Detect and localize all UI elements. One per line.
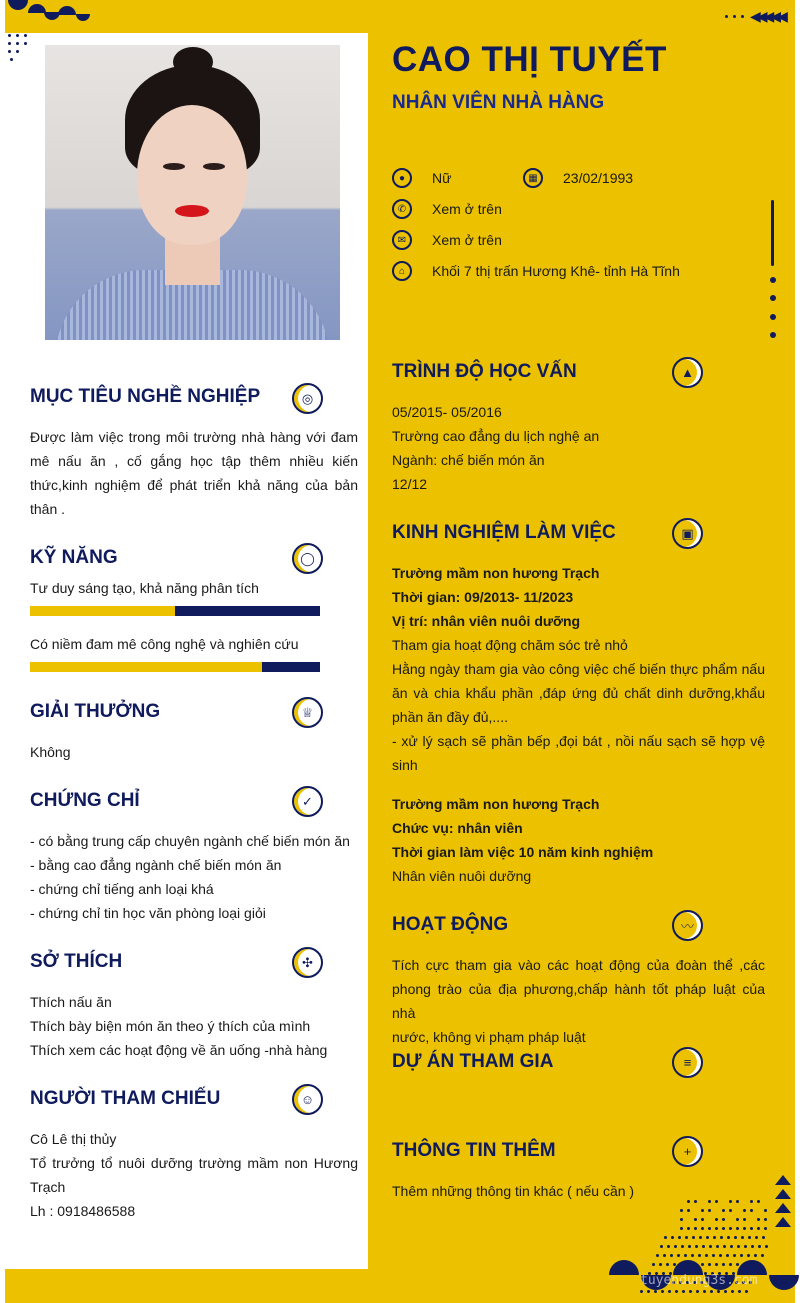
- dot-decoration: [726, 1254, 729, 1257]
- objective-line: thức,kinh nghiệm để phát triển khả năng của bản: [30, 477, 358, 493]
- dot-decoration: [722, 1218, 725, 1221]
- certificate-item: - chứng chỉ tiếng anh loại khá: [30, 881, 214, 897]
- dot-decoration: [677, 1254, 680, 1257]
- dot-decoration: [701, 1209, 704, 1212]
- dot-decoration: [757, 1263, 760, 1266]
- dot-decoration: [684, 1254, 687, 1257]
- job-period: Thời gian làm việc 10 năm kinh nghiệm: [392, 844, 654, 860]
- job-description-line: - xử lý sạch sẽ phần bếp ,đọi bát , nồi nấu sạch sẽ hợp vệ: [392, 733, 765, 749]
- dot-decoration: [701, 1227, 704, 1230]
- awards-text: Không: [30, 744, 71, 760]
- home-icon: ⌂: [392, 261, 412, 281]
- dot-decoration: [689, 1290, 692, 1293]
- dot-decoration: [770, 295, 776, 301]
- dot-decoration: [715, 1227, 718, 1230]
- dot-decoration: [709, 1245, 712, 1248]
- projects-heading: DỰ ÁN THAM GIA: [392, 1051, 554, 1072]
- dot-decoration: [743, 1218, 746, 1221]
- dot-decoration: [770, 332, 776, 338]
- dot-decoration: [736, 1218, 739, 1221]
- dot-decoration: [745, 1290, 748, 1293]
- awards-heading: GIẢI THƯỞNG: [30, 701, 161, 722]
- activities-text: [392, 953, 765, 1049]
- dot-decoration: [673, 1263, 676, 1266]
- mail-icon: ✉: [392, 230, 412, 250]
- references-text: [30, 1127, 358, 1223]
- dot-decoration: [692, 1236, 695, 1239]
- references-heading: NGƯỜI THAM CHIẾU: [30, 1088, 221, 1109]
- activities-heading: HOẠT ĐỘNG: [392, 914, 509, 935]
- dot-decoration: [757, 1218, 760, 1221]
- dot-decoration: [664, 1236, 667, 1239]
- hobby-item: Thích nấu ăn: [30, 994, 112, 1010]
- dot-decoration: [730, 1245, 733, 1248]
- dot-decoration: [729, 1200, 732, 1203]
- job-description-line: phần ăn đầy đủ,....: [392, 709, 508, 725]
- dot-decoration: [715, 1200, 718, 1203]
- skill-bar-fill: [30, 606, 175, 616]
- job-description-line: Nhân viên nuôi dưỡng: [392, 868, 532, 884]
- dot-decoration: [757, 1227, 760, 1230]
- dot-decoration: [675, 1290, 678, 1293]
- education-line: 05/2015- 05/2016: [392, 404, 502, 420]
- graduation-cap-icon: ▲: [672, 357, 703, 388]
- skill-label: Có niềm đam mê công nghệ và nghiên cứu: [30, 636, 299, 652]
- dot-decoration: [674, 1245, 677, 1248]
- certificate-item: - bằng cao đẳng ngành chế biến món ăn: [30, 857, 282, 873]
- badge-icon: ✓: [292, 786, 323, 817]
- dot-decoration: [687, 1227, 690, 1230]
- dot-decoration: [765, 1245, 768, 1248]
- dot-decoration: [680, 1218, 683, 1221]
- dot-decoration: [702, 1245, 705, 1248]
- dot-decoration: [666, 1263, 669, 1266]
- dot-decoration: [724, 1290, 727, 1293]
- hobby-item: Thích xem các hoạt động về ăn uống -nhà hàng: [30, 1042, 328, 1058]
- dot-decoration: [661, 1290, 664, 1293]
- certificates-heading: CHỨNG CHỈ: [30, 790, 140, 811]
- dot-decoration: [729, 1227, 732, 1230]
- dot-decoration: [663, 1254, 666, 1257]
- dot-decoration: [708, 1263, 711, 1266]
- activity-line: nước, không vi phạm pháp luật: [392, 1029, 586, 1045]
- dot-decoration: [750, 1209, 753, 1212]
- dot-decoration: [670, 1254, 673, 1257]
- dot-decoration: [722, 1227, 725, 1230]
- experience-heading: KINH NGHIỆM LÀM VIỆC: [392, 522, 616, 543]
- dot-decoration: [729, 1263, 732, 1266]
- dot-decoration: [706, 1236, 709, 1239]
- dot-decoration: [737, 1245, 740, 1248]
- address-row: [392, 261, 680, 281]
- dot-decoration: [741, 1236, 744, 1239]
- education-text: [392, 400, 599, 496]
- objective-heading: MỤC TIÊU NGHỀ NGHIỆP: [30, 386, 261, 407]
- dot-decoration: [748, 1236, 751, 1239]
- education-heading: TRÌNH ĐỘ HỌC VẤN: [392, 361, 577, 382]
- reference-line: Cô Lê thị thủy: [30, 1131, 117, 1147]
- reference-line: Lh : 0918486588: [30, 1203, 136, 1219]
- dot-decoration: [770, 314, 776, 320]
- dot-decoration: [733, 1254, 736, 1257]
- dot-decoration: [691, 1254, 694, 1257]
- dot-decoration: [680, 1227, 683, 1230]
- dot-decoration: [751, 1245, 754, 1248]
- dot-decoration: [738, 1290, 741, 1293]
- dot-decoration: [713, 1236, 716, 1239]
- pulse-icon: 〰: [672, 910, 703, 941]
- dot-decoration: [757, 1200, 760, 1203]
- dot-decoration: [736, 1227, 739, 1230]
- dot-decoration: [687, 1263, 690, 1266]
- dot-decoration: [754, 1254, 757, 1257]
- dot-decoration: [656, 1254, 659, 1257]
- experience-job-1: [392, 561, 765, 777]
- birthdate-value: 23/02/1993: [563, 170, 634, 186]
- dot-decoration: [682, 1290, 685, 1293]
- dot-decoration: [743, 1209, 746, 1212]
- email-value: Xem ở trên: [432, 232, 502, 248]
- candidate-name: CAO THỊ TUYẾT: [392, 40, 667, 79]
- dot-decoration: [750, 1227, 753, 1230]
- gender-value: Nữ: [432, 170, 452, 186]
- activity-line: phong trào của địa phương,chấp hành tốt pháp luật của nhà: [392, 981, 765, 1021]
- dot-decoration: [717, 1290, 720, 1293]
- job-period: Thời gian: 09/2013- 11/2023: [392, 589, 574, 605]
- dot-decoration: [764, 1218, 767, 1221]
- certificate-item: - có bằng trung cấp chuyên ngành chế biến món ăn: [30, 833, 350, 849]
- objective-text: [30, 425, 358, 521]
- dot-decoration: [654, 1290, 657, 1293]
- dot-decoration: [687, 1200, 690, 1203]
- dot-decoration: [695, 1245, 698, 1248]
- calendar-icon: ▦: [523, 168, 543, 188]
- job-description-line: sinh: [392, 757, 418, 773]
- objective-line: thân .: [30, 501, 66, 517]
- dot-decoration: [659, 1263, 662, 1266]
- dot-decoration: [712, 1254, 715, 1257]
- dot-decoration: [694, 1227, 697, 1230]
- job-company: Trường mầm non hương Trạch: [392, 565, 600, 581]
- job-description-line: Tham gia hoạt động chăm sóc trẻ nhỏ: [392, 637, 628, 653]
- bottom-band: [5, 1269, 368, 1303]
- dot-decoration: [703, 1290, 706, 1293]
- dot-decoration: [761, 1254, 764, 1257]
- certificate-item: - chứng chỉ tin học văn phòng loại giỏi: [30, 905, 266, 921]
- dot-decoration: [688, 1245, 691, 1248]
- dot-decoration: [680, 1263, 683, 1266]
- dot-decoration: [698, 1254, 701, 1257]
- education-line: Ngành: chế biến món ăn: [392, 452, 545, 468]
- dot-decoration: [764, 1227, 767, 1230]
- dot-decoration: [716, 1245, 719, 1248]
- hobby-item: Thích bày biện món ăn theo ý thích của mình: [30, 1018, 311, 1034]
- dot-decoration: [708, 1227, 711, 1230]
- plus-icon: +: [672, 1136, 703, 1167]
- skill-bar: [30, 662, 320, 672]
- objective-line: mê nấu ăn , cố gắng học tập thêm nhiều kiến: [30, 453, 358, 469]
- vertical-line-decoration: [771, 200, 774, 266]
- profile-photo: [45, 45, 340, 340]
- trophy-icon: ♕: [292, 697, 323, 728]
- dot-decoration: [694, 1263, 697, 1266]
- dot-decoration: [770, 277, 776, 283]
- dot-decoration: [750, 1200, 753, 1203]
- target-icon: ◎: [292, 383, 323, 414]
- dot-decoration: [764, 1209, 767, 1212]
- dot-decoration: [640, 1290, 643, 1293]
- address-value: Khối 7 thị trấn Hương Khê- tỉnh Hà Tĩnh: [432, 263, 680, 279]
- job-description-line: Hằng ngày tham gia vào công việc chế biến thực phẩm nấu: [392, 661, 765, 677]
- watermark: tuyendung3s.com: [640, 1273, 758, 1288]
- skill-label: Tư duy sáng tạo, khả năng phân tích: [30, 580, 259, 596]
- dot-decoration: [699, 1236, 702, 1239]
- dot-decoration: [743, 1263, 746, 1266]
- user-icon: ●: [392, 168, 412, 188]
- dot-decoration: [720, 1236, 723, 1239]
- dot-decoration: [647, 1290, 650, 1293]
- hobbies-heading: SỞ THÍCH: [30, 951, 123, 972]
- dot-decoration: [687, 1209, 690, 1212]
- dot-decoration: [694, 1218, 697, 1221]
- lightbulb-icon: ◯: [292, 543, 323, 574]
- job-description-line: ăn và chia khẩu phần ,đáp ứng đủ chất dinh dưỡng,khẩu: [392, 685, 765, 701]
- dot-decoration: [701, 1218, 704, 1221]
- job-position: Chức vụ: nhân viên: [392, 820, 523, 836]
- dot-decoration: [736, 1200, 739, 1203]
- person-icon: ☺: [292, 1084, 323, 1115]
- skills-heading: KỸ NĂNG: [30, 547, 118, 568]
- skill-bar: [30, 606, 320, 616]
- experience-job-2: [392, 792, 653, 888]
- objective-line: Được làm việc trong môi trường nhà hàng với đam: [30, 429, 358, 445]
- dot-decoration: [685, 1236, 688, 1239]
- dot-decoration: [727, 1236, 730, 1239]
- dot-decoration: [696, 1290, 699, 1293]
- phone-icon: ✆: [392, 199, 412, 219]
- dot-decoration: [723, 1245, 726, 1248]
- dot-decoration: [740, 1254, 743, 1257]
- email-row: [392, 230, 502, 250]
- dot-decoration: [708, 1209, 711, 1212]
- dot-decoration: [667, 1245, 670, 1248]
- dot-decoration: [715, 1263, 718, 1266]
- dot-decoration: [705, 1254, 708, 1257]
- briefcase-icon: ▣: [672, 518, 703, 549]
- hobbies-list: [30, 990, 327, 1062]
- dot-decoration: [744, 1245, 747, 1248]
- phone-row: [392, 199, 502, 219]
- birthdate-row: [523, 168, 633, 188]
- dot-decoration: [710, 1290, 713, 1293]
- dot-decoration: [678, 1236, 681, 1239]
- job-company: Trường mầm non hương Trạch: [392, 796, 600, 812]
- dot-decoration: [722, 1209, 725, 1212]
- education-line: 12/12: [392, 476, 428, 492]
- dot-decoration: [701, 1263, 704, 1266]
- dot-decoration: [680, 1209, 683, 1212]
- dot-decoration: [660, 1245, 663, 1248]
- dot-decoration: [708, 1200, 711, 1203]
- job-title: NHÂN VIÊN NHÀ HÀNG: [392, 92, 605, 113]
- dot-decoration: [762, 1236, 765, 1239]
- dot-decoration: [743, 1227, 746, 1230]
- dot-decoration: [652, 1263, 655, 1266]
- education-line: Trường cao đẳng du lịch nghệ an: [392, 428, 600, 444]
- reference-line: Trạch: [30, 1179, 66, 1195]
- gender-row: [392, 168, 451, 188]
- dot-decoration: [729, 1209, 732, 1212]
- dot-decoration: [722, 1263, 725, 1266]
- puzzle-icon: ✣: [292, 947, 323, 978]
- dot-decoration: [755, 1236, 758, 1239]
- dot-decoration: [750, 1263, 753, 1266]
- extra-info-text: Thêm những thông tin khác ( nếu cần ): [392, 1183, 635, 1199]
- activity-line: Tích cực tham gia vào các hoạt động của đoàn thể ,các: [392, 957, 765, 973]
- certificates-list: [30, 829, 350, 925]
- dot-decoration: [694, 1200, 697, 1203]
- dot-decoration: [734, 1236, 737, 1239]
- job-position: Vị trí: nhân viên nuôi dưỡng: [392, 613, 581, 629]
- dot-decoration: [668, 1290, 671, 1293]
- dot-decoration: [715, 1218, 718, 1221]
- chevrons-decoration: ◀◀◀◀◀: [750, 8, 784, 24]
- phone-value: Xem ở trên: [432, 201, 502, 217]
- reference-line: Tổ trưởng tổ nuôi dưỡng trường mầm non Hương: [30, 1155, 358, 1171]
- skill-bar-fill: [30, 662, 262, 672]
- stack-icon: ≡: [672, 1047, 703, 1078]
- dot-decoration: [758, 1245, 761, 1248]
- extra-info-heading: THÔNG TIN THÊM: [392, 1140, 556, 1161]
- dot-decoration: [719, 1254, 722, 1257]
- dot-decoration: [747, 1254, 750, 1257]
- dot-decoration: [671, 1236, 674, 1239]
- dot-decoration: [681, 1245, 684, 1248]
- dot-decoration: [736, 1263, 739, 1266]
- dot-decoration: [731, 1290, 734, 1293]
